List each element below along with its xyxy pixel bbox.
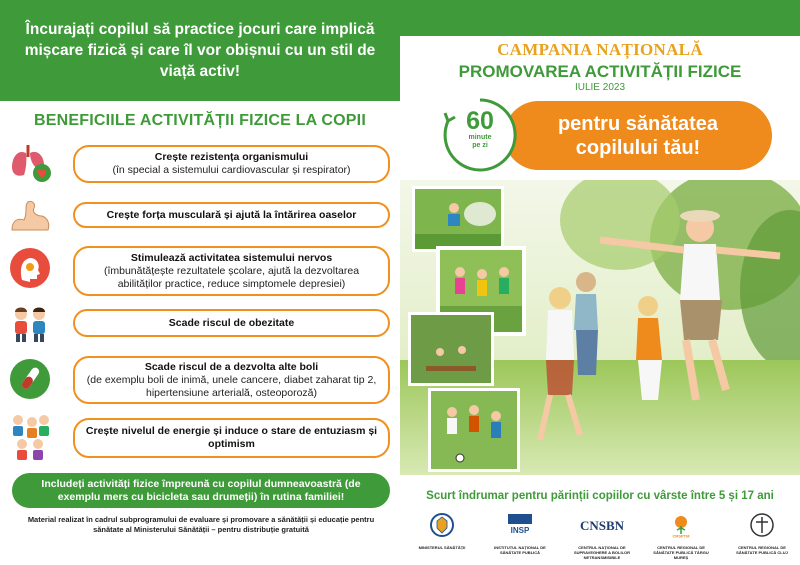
logo-insp-text: INSTITUTUL NAȚIONAL DE SĂNĂTATE PUBLICĂ xyxy=(494,545,546,555)
campaign-date: IULIE 2023 xyxy=(574,82,626,93)
slogan-line-1: pentru sănătatea xyxy=(557,112,719,135)
logo-cnsbn xyxy=(564,512,640,560)
benefits-title: BENEFICIILE ACTIVITĂȚII FIZICE LA COPII xyxy=(34,112,366,129)
right-top-bar xyxy=(400,0,800,36)
slogan-line-2: copilului tău! xyxy=(575,136,701,159)
insp-logo-icon xyxy=(505,512,535,538)
benefit-2-title: Crește forța musculară și ajută la întărirea oaselor xyxy=(106,208,357,221)
logo-insp xyxy=(492,512,548,555)
footer-note: Material realizat în cadrul subprogramului de evaluare și promovare a sănătății și educație pentru sănătate al Ministerului Sănătății – pentru distribuție gratuită xyxy=(27,515,375,534)
blood-tube-icon xyxy=(8,357,52,401)
ministry-seal-icon xyxy=(429,512,455,538)
benefit-item-6 xyxy=(73,418,390,458)
benefit-item-3 xyxy=(73,246,390,296)
benefit-1-title: Crește rezistența organismului xyxy=(154,151,309,163)
group-children-icon xyxy=(8,412,52,468)
insp-mark: INSP xyxy=(510,526,530,535)
cnsbn-logo-icon xyxy=(572,512,632,538)
photo-frame-3 xyxy=(408,312,494,386)
benefit-item-4 xyxy=(73,309,390,337)
benefit-5-title: Scade riscul de a dezvolta alte boli xyxy=(144,360,319,373)
crsptm-mark: CRSPTM xyxy=(672,533,690,538)
benefit-3-title: Stimulează activitatea sistemului nervos xyxy=(130,251,333,264)
clock-label xyxy=(442,108,518,150)
benefit-3-text: (îmbunătățește rezultatele școlare, ajută la dezvoltarea abilităților practice, reduce simptomele depresiei) xyxy=(103,264,360,290)
logo-crsptm-text: CENTRUL REGIONAL DE SĂNĂTATE PUBLICĂ TÂRGU MUREȘ xyxy=(653,545,709,560)
slogan-pill xyxy=(504,101,772,170)
crsp-flower-icon xyxy=(668,512,694,538)
logo-crspc xyxy=(734,512,790,555)
banner-text: Includeți activități fizice împreună cu copilul dumneavoastră (de exemplu mers cu bicicleta sau drumeții) în rutina familiei! xyxy=(41,477,361,503)
benefit-5-text: (de exemplu boli de inimă, unele cancere, diabet zaharat tip 2, hipertensiune arterială, osteoporoză) xyxy=(86,373,377,399)
logo-ministry xyxy=(414,512,470,550)
children-icon xyxy=(8,302,52,346)
photo-frame-1 xyxy=(412,186,504,252)
benefit-item-2 xyxy=(73,202,390,228)
logo-ministry-text: MINISTERUL SĂNĂTĂȚII xyxy=(418,545,466,550)
clock-number: 60 xyxy=(466,107,494,135)
brain-head-icon xyxy=(8,246,52,290)
logo-cnsbn-text: CENTRUL NAȚIONAL DE SUPRAVEGHERE A BOLILOR NETRANSMISIBILE xyxy=(573,545,631,560)
benefit-6-title: Crește nivelul de energie și induce o stare de entuziasm și optimism xyxy=(85,425,378,450)
benefit-item-5 xyxy=(73,356,390,404)
lungs-heart-icon xyxy=(8,139,52,183)
crspc-seal-icon xyxy=(749,512,775,538)
clock-unit: minute xyxy=(468,134,492,141)
flexed-arm-icon xyxy=(8,194,52,238)
partner-logos xyxy=(400,508,800,565)
clock-per: pe zi xyxy=(472,142,488,149)
campaign-title: CAMPANIA NAȚIONALĂ xyxy=(497,40,703,59)
benefit-4-title: Scade riscul de obezitate xyxy=(168,316,295,329)
children-playing-photo xyxy=(400,180,800,475)
logo-crspc-text: CENTRUL REGIONAL DE SĂNĂTATE PUBLICĂ CLUJ xyxy=(736,545,788,555)
guide-subtitle: Scurt îndrumar pentru părinții copiilor cu vârste între 5 și 17 ani xyxy=(426,490,774,502)
right-panel xyxy=(400,0,800,565)
logo-crsptm xyxy=(650,512,712,560)
benefit-item-1 xyxy=(73,145,390,183)
campaign-subtitle: PROMOVAREA ACTIVITĂȚII FIZICE xyxy=(458,62,742,81)
left-header xyxy=(0,0,400,101)
benefit-1-text: (în special a sistemului cardiovascular și respirator) xyxy=(112,164,351,176)
left-header-text: Încurajați copilul să practice jocuri care implică mișcare fizică și care îl vor obișnui cu un stil de viață activ! xyxy=(24,21,376,80)
cnsbn-mark: CNSBN xyxy=(579,518,625,533)
family-routine-banner xyxy=(12,473,390,508)
photo-frame-4 xyxy=(428,388,520,472)
